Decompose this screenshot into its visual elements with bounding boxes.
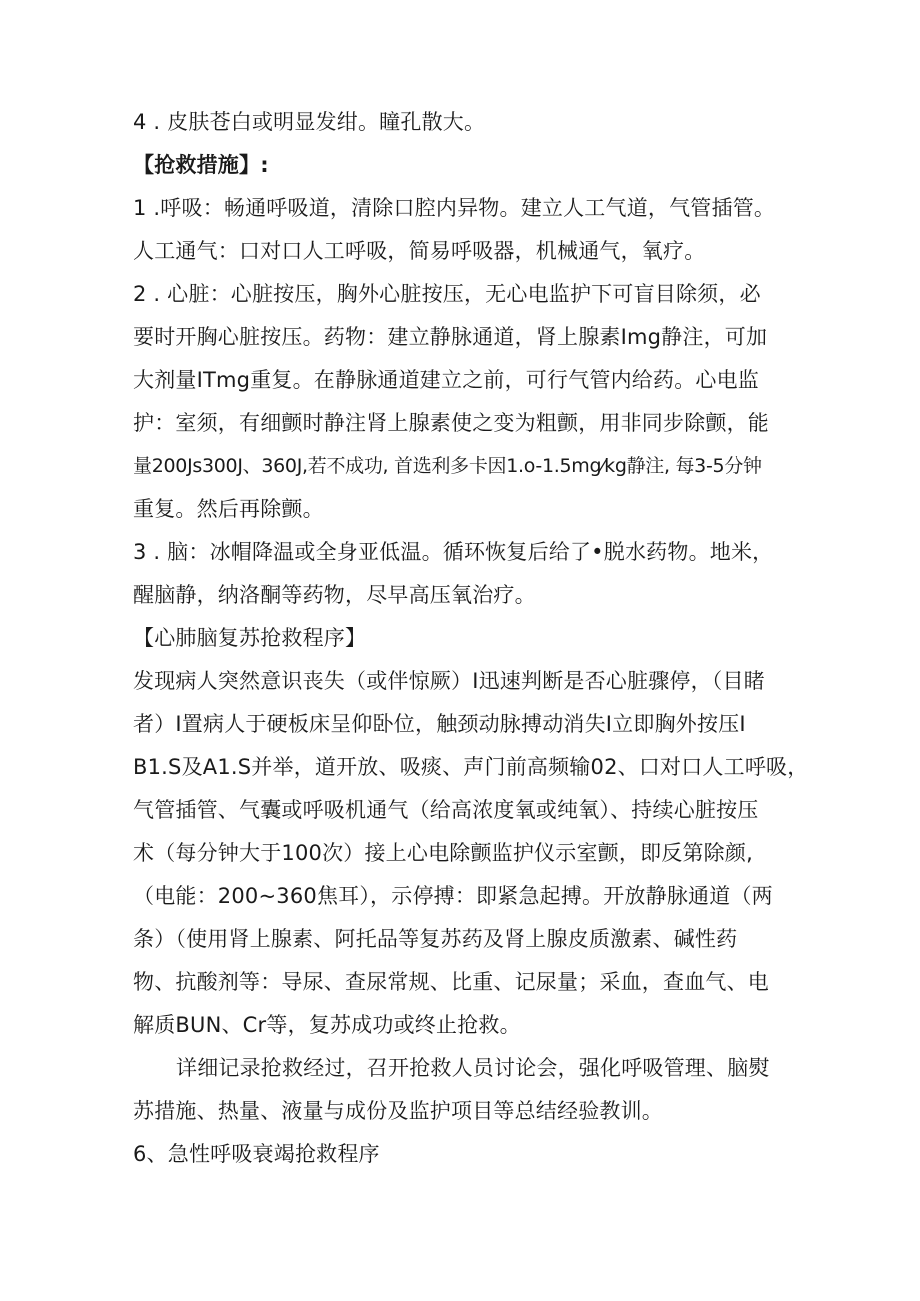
symptom-item-4: 4 . 皮肤苍白或明显发绀。瞳孔散大。 [133,110,486,134]
measure-breathing-line-1: 1 .呼吸：畅通呼吸道，清除口腔内异物。建立人工气道，气管插管。 [133,196,776,220]
measure-brain-line-1: 3 . 脑：冰帽降温或全身亚低温。循环恢复后给了•脱水药物。地米， [133,540,774,564]
summary-paragraph-line-2: 苏措施、热量、液量与成份及监护项目等总结经验教训。 [133,1099,663,1123]
section-heading-respiratory-failure: 6、急性呼吸衰竭抢救程序 [133,1142,380,1166]
measure-breathing-line-2: 人工通气：口对口人工呼吸，简易呼吸器，机械通气，氧疗。 [133,239,706,263]
cpr-procedure-line-7: 条）（使用肾上腺素、阿托品等复苏药及肾上腺皮质激素、碱性药 [133,927,738,951]
measure-brain-line-2: 醒脑静，纳洛酮等药物，尽早高压氧治疗。 [133,583,536,607]
cpr-procedure-line-9: 解质BUN、Cr等，复苏成功或终止抢救。 [133,1013,521,1037]
section-heading-rescue-measures: 【抢救措施】: [133,153,269,177]
cpr-procedure-line-4: 气管插管、气囊或呼吸机通气（给高浓度氧或纯氧）、持续心脏按压 [133,798,759,822]
measure-heart-line-5: 量200Js300J、360J,若不成功, 首选利多卡因1.o-1.5mg⁄kg静注, 每3-5分钟 [133,455,762,477]
cpr-procedure-line-8: 物、抗酸剂等：导尿、查尿常规、比重、记尿量；采血，查血气、电 [133,970,769,994]
measure-heart-line-2: 要时开胸心脏按压。药物：建立静脉通道，肾上腺素Img静注，可加 [133,325,768,349]
cpr-procedure-line-5: 术（每分钟大于100次）接上心电除颤监护仪示室颤，即反第除颜, [133,841,753,865]
measure-heart-line-3: 大剂量ITmg重复。在静脉通道建立之前，可行气管内给药。心电监 [133,368,760,392]
measure-heart-line-1: 2 . 心脏：心脏按压，胸外心脏按压，无心电监护下可盲目除须，必 [133,282,761,306]
cpr-procedure-line-3: B1.S及A1.S并举，道开放、吸痰、声门前高频输02、口对口人工呼吸， [133,755,809,779]
cpr-procedure-line-1: 发现病人突然意识丧失（或伴惊厥）I迅速判断是否心脏骤停，（目睹 [133,669,765,693]
cpr-procedure-line-6: （电能：200~360焦耳），示停搏：即紧急起搏。开放静脉通道（两 [133,884,773,908]
measure-heart-line-4: 护：室须，有细颤时静注肾上腺素使之变为粗颤，用非同步除颤，能 [133,411,769,435]
summary-paragraph-line-1: 详细记录抢救经过，召开抢救人员讨论会，强化呼吸管理、脑熨 [176,1056,770,1080]
section-heading-cpr-procedure: 【心肺脑复苏抢救程序】 [133,626,367,650]
measure-heart-line-6: 重复。然后再除颤。 [133,497,324,521]
cpr-procedure-line-2: 者）I置病人于硬板床呈仰卧位，触颈动脉搏动消失I立即胸外按压I [133,712,746,736]
